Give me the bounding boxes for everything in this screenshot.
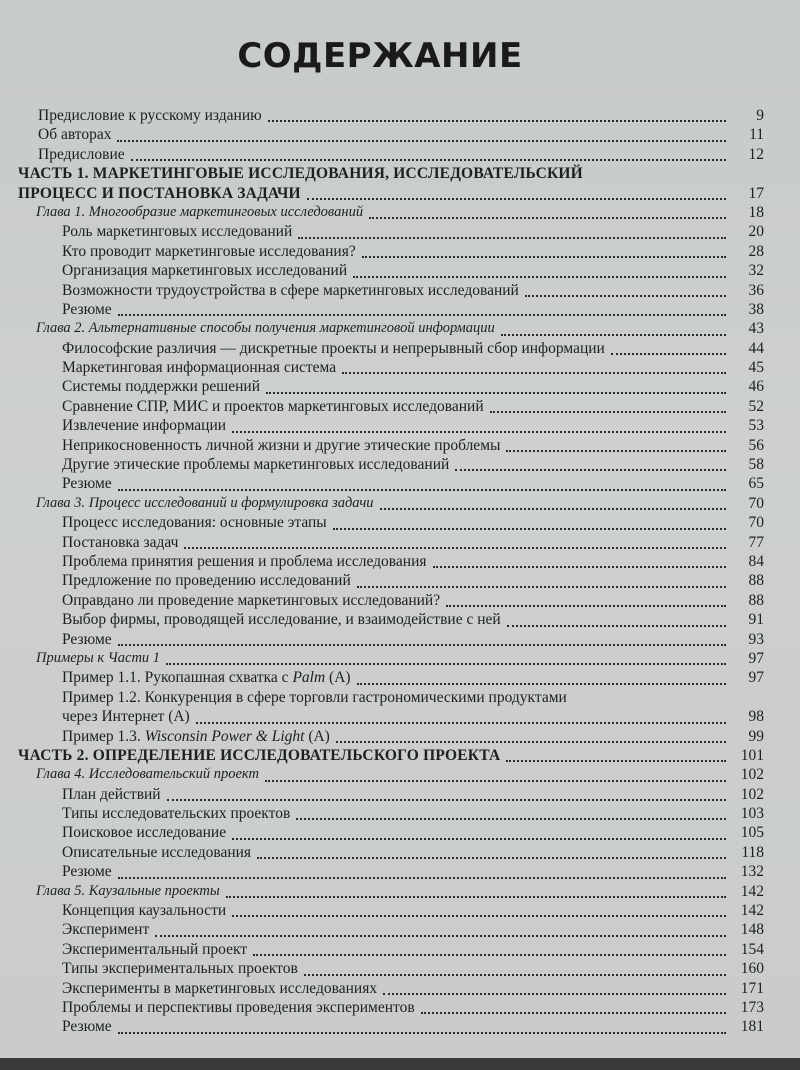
toc-entry-title: Проблема принятия решения и проблема исследования bbox=[62, 552, 427, 570]
toc-page-number: 99 bbox=[748, 727, 764, 745]
toc-entry-title: Сравнение СПР, МИС и проектов маркетинговых исследований bbox=[62, 397, 484, 415]
toc-page-number: 97 bbox=[748, 649, 764, 667]
dot-leader bbox=[383, 974, 726, 995]
dot-leader bbox=[507, 605, 726, 626]
toc-entry-title: Кто проводит маркетинговые исследования? bbox=[62, 242, 356, 260]
dot-leader bbox=[253, 935, 726, 956]
toc-entry-title: ЧАСТЬ 1. МАРКЕТИНГОВЫЕ ИССЛЕДОВАНИЯ, ИССЛЕДОВАТЕЛЬСКИЙ bbox=[18, 165, 583, 183]
dot-leader bbox=[506, 741, 726, 762]
toc-page-number: 97 bbox=[748, 669, 764, 687]
toc-page-number: 70 bbox=[748, 494, 764, 512]
toc-page-number: 36 bbox=[748, 281, 764, 299]
page-title: СОДЕРЖАНИЕ bbox=[237, 36, 523, 76]
toc-entry-title: Предложение по проведению исследований bbox=[62, 572, 351, 590]
dot-leader bbox=[232, 818, 726, 839]
toc-page-number: 11 bbox=[749, 126, 764, 144]
toc-page-number: 142 bbox=[740, 882, 764, 900]
dot-leader bbox=[304, 954, 726, 975]
toc-page-number: 102 bbox=[740, 785, 764, 803]
toc-entry bbox=[0, 1017, 800, 1036]
dot-leader bbox=[525, 276, 726, 297]
dot-leader bbox=[506, 431, 726, 452]
toc-page-number: 45 bbox=[748, 359, 764, 377]
toc-page-number: 93 bbox=[748, 630, 764, 648]
toc-entry-title: Эксперименты в маркетинговых исследованиях bbox=[62, 979, 378, 997]
toc-entry-title: Резюме bbox=[62, 630, 112, 648]
dot-leader bbox=[118, 857, 726, 878]
dot-leader bbox=[490, 392, 726, 413]
toc-page-number: 154 bbox=[740, 940, 764, 958]
toc-page-number: 52 bbox=[748, 397, 764, 415]
toc-entry-title: Концепция каузальности bbox=[62, 902, 227, 920]
toc-page-number: 32 bbox=[748, 262, 764, 280]
dot-leader bbox=[268, 101, 726, 122]
dot-leader bbox=[353, 256, 726, 277]
toc-page-number: 46 bbox=[748, 378, 764, 396]
toc-page-number: 18 bbox=[748, 203, 764, 221]
dot-leader bbox=[118, 469, 726, 490]
toc-entry-title: Возможности трудоустройства в сфере маркетинговых исследований bbox=[62, 281, 519, 299]
dot-leader bbox=[433, 547, 726, 568]
toc-page-number: 43 bbox=[748, 320, 764, 338]
toc-entry-title: ПРОЦЕСС И ПОСТАНОВКА ЗАДАЧИ bbox=[18, 184, 301, 202]
dot-leader bbox=[257, 838, 726, 859]
dot-leader bbox=[333, 508, 726, 529]
toc-entry-title: Типы экспериментальных проектов bbox=[62, 960, 298, 978]
toc-page-number: 28 bbox=[748, 242, 764, 260]
dot-leader bbox=[611, 334, 726, 355]
toc-entry-title: Глава 3. Процесс исследований и формулировка задачи bbox=[36, 494, 374, 511]
dot-leader bbox=[131, 140, 726, 161]
toc-entry-title: Постановка задач bbox=[62, 533, 179, 551]
dot-leader bbox=[296, 799, 726, 820]
toc-entry-title: Роль маркетинговых исследований bbox=[62, 223, 293, 241]
toc-page-number: 105 bbox=[740, 824, 764, 842]
toc-page-number: 102 bbox=[740, 766, 764, 784]
toc-page-number: 65 bbox=[748, 475, 764, 493]
dot-leader bbox=[362, 237, 726, 258]
dot-leader bbox=[118, 295, 726, 316]
toc-entry-title: Резюме bbox=[62, 863, 112, 881]
toc-entry-title: Неприкосновенность личной жизни и другие этические проблемы bbox=[62, 436, 501, 454]
toc-page-number: 58 bbox=[748, 456, 764, 474]
dot-leader bbox=[226, 877, 726, 898]
toc-page-number: 142 bbox=[740, 902, 764, 920]
dot-leader bbox=[446, 586, 726, 607]
toc-page-number: 17 bbox=[748, 184, 764, 202]
toc-entry-title: Об авторах bbox=[38, 126, 112, 144]
toc-page-number: 44 bbox=[748, 339, 764, 357]
toc-page-number: 98 bbox=[748, 708, 764, 726]
toc-entry-title: План действий bbox=[62, 785, 161, 803]
toc-page-number: 77 bbox=[748, 533, 764, 551]
toc-page-number: 12 bbox=[748, 145, 764, 163]
dot-leader bbox=[184, 528, 726, 549]
toc-page-number: 101 bbox=[740, 746, 764, 764]
toc-entry-title: Другие этические проблемы маркетинговых исследований bbox=[62, 456, 450, 474]
dot-leader bbox=[357, 566, 726, 587]
toc-entry-title: Пример 1.1. Рукопашная схватка с Palm (A) bbox=[62, 669, 351, 687]
toc-page-number: 88 bbox=[748, 591, 764, 609]
toc-entry-title: Предисловие bbox=[38, 145, 125, 163]
toc-entry-title: Примеры к Части 1 bbox=[36, 649, 161, 666]
dot-leader bbox=[155, 915, 726, 936]
toc-entry-title: Организация маркетинговых исследований bbox=[62, 262, 348, 280]
toc-page-number: 70 bbox=[748, 514, 764, 532]
toc-page-number: 9 bbox=[756, 107, 764, 124]
toc-page-number: 56 bbox=[748, 436, 764, 454]
toc-entry-title: Резюме bbox=[62, 300, 112, 318]
table-of-contents bbox=[0, 106, 800, 1037]
dot-leader bbox=[380, 489, 726, 510]
toc-entry-title: ЧАСТЬ 2. ОПРЕДЕЛЕНИЕ ИССЛЕДОВАТЕЛЬСКОГО ПРОЕКТА bbox=[18, 746, 501, 764]
toc-page-number: 53 bbox=[748, 417, 764, 435]
dot-leader bbox=[232, 896, 726, 917]
toc-entry-title: Типы исследовательских проектов bbox=[62, 805, 291, 823]
dot-leader bbox=[265, 760, 726, 781]
toc-entry-title: Экспериментальный проект bbox=[62, 940, 248, 958]
dot-leader bbox=[166, 644, 726, 665]
toc-entry-title: через Интернет (A) bbox=[62, 708, 190, 726]
toc-entry bbox=[0, 668, 800, 687]
toc-entry-title: Пример 1.3. Wisconsin Power & Light (A) bbox=[62, 727, 330, 745]
dot-leader bbox=[369, 198, 726, 219]
toc-entry-title: Резюме bbox=[62, 1018, 112, 1036]
toc-entry-title: Глава 4. Исследовательский проект bbox=[36, 766, 259, 783]
dot-leader bbox=[501, 314, 726, 335]
toc-page-number: 181 bbox=[740, 1018, 764, 1036]
toc-entry-title: Маркетинговая информационная система bbox=[62, 359, 337, 377]
toc-page-number: 91 bbox=[748, 611, 764, 629]
toc-entry-title: Резюме bbox=[62, 475, 112, 493]
dot-leader bbox=[196, 702, 726, 723]
toc-page-number: 103 bbox=[740, 805, 764, 823]
dot-leader bbox=[455, 450, 726, 471]
toc-entry-title: Проблемы и перспективы проведения экспериментов bbox=[62, 998, 415, 1016]
toc-entry-title: Глава 2. Альтернативные способы получения маркетинговой информации bbox=[36, 320, 495, 337]
toc-page-number: 84 bbox=[748, 552, 764, 570]
page-edge-shadow bbox=[0, 1058, 800, 1070]
toc-entry-title: Выбор фирмы, проводящей исследование, и взаимодействие с ней bbox=[62, 611, 501, 629]
dot-leader bbox=[117, 120, 726, 141]
toc-entry-title: Описательные исследования bbox=[62, 843, 252, 861]
toc-entry-title: Философские различия — дискретные проекты и непрерывный сбор информации bbox=[62, 339, 605, 357]
toc-page-number: 20 bbox=[748, 223, 764, 241]
toc-entry-title: Извлечение информации bbox=[62, 417, 227, 435]
toc-entry-title: Пример 1.2. Конкуренция в сфере торговли гастрономическими продуктами bbox=[62, 688, 567, 706]
dot-leader bbox=[307, 179, 726, 200]
dot-leader bbox=[336, 722, 726, 743]
dot-leader bbox=[421, 993, 726, 1014]
dot-leader bbox=[118, 1012, 726, 1033]
toc-entry-title: Поисковое исследование bbox=[62, 824, 227, 842]
toc-entry-title: Процесс исследования: основные этапы bbox=[62, 514, 327, 532]
toc-page-number: 132 bbox=[740, 863, 764, 881]
dot-leader bbox=[118, 625, 726, 646]
toc-entry-title: Эксперимент bbox=[62, 921, 150, 939]
toc-entry bbox=[0, 145, 800, 164]
toc-entry-title: Предисловие к русскому изданию bbox=[38, 107, 262, 124]
dot-leader bbox=[357, 663, 726, 684]
toc-entry-title: Глава 5. Каузальные проекты bbox=[36, 882, 220, 899]
dot-leader bbox=[342, 353, 726, 374]
toc-page-number: 38 bbox=[748, 300, 764, 318]
toc-page-number: 148 bbox=[740, 921, 764, 939]
toc-page-number: 171 bbox=[740, 979, 764, 997]
toc-page-number: 160 bbox=[740, 960, 764, 978]
toc-entry-title: Глава 1. Многообразие маркетинговых исследований bbox=[36, 203, 364, 220]
dot-leader bbox=[232, 411, 726, 432]
toc-entry-title: Системы поддержки решений bbox=[62, 378, 261, 396]
toc-page-number: 118 bbox=[741, 843, 764, 861]
dot-leader bbox=[298, 217, 726, 238]
toc-entry-title: Оправдано ли проведение маркетинговых исследований? bbox=[62, 591, 441, 609]
toc-page-number: 173 bbox=[740, 998, 764, 1016]
dot-leader bbox=[266, 372, 726, 393]
dot-leader bbox=[167, 780, 726, 801]
toc-page-number: 88 bbox=[748, 572, 764, 590]
